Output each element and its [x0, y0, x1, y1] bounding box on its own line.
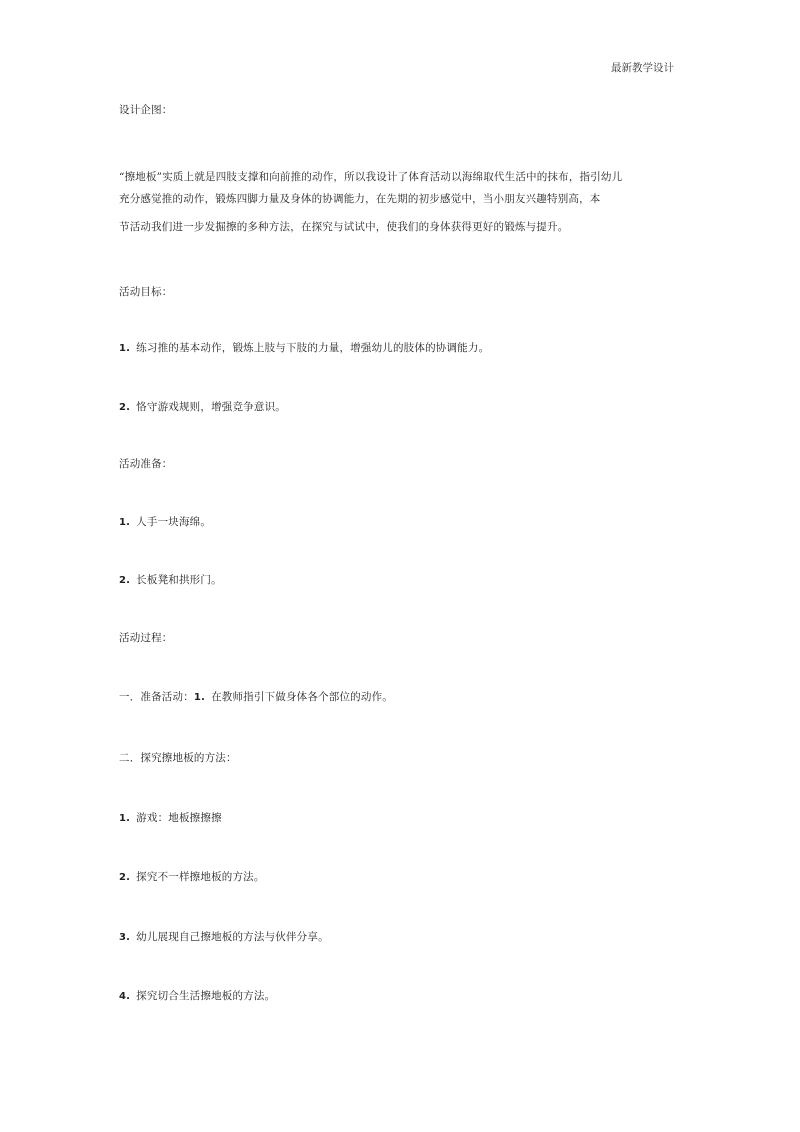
goal-number: 2. [119, 402, 131, 413]
process-number: 1. [119, 813, 131, 824]
process-item [119, 811, 222, 826]
process-text: 幼儿展现自己擦地板的方法与伙伴分享。 [136, 931, 329, 943]
intent-paragraph-line: 节活动我们进一步发掘擦的多种方法，在探究与试试中，使我们的身体获得更好的锻炼与提升。 [119, 221, 569, 233]
prep-number: 2. [119, 575, 131, 586]
process-number: 3. [119, 932, 131, 943]
prep-item [119, 515, 211, 530]
prep-item [119, 573, 222, 588]
goal-item [119, 400, 286, 415]
goal-number: 1. [119, 343, 131, 354]
process-step-1 [119, 690, 393, 705]
process-text: 探究切合生活擦地板的方法。 [136, 990, 276, 1002]
process-step-1-prefix: 一．准备活动： [119, 691, 194, 703]
process-item [119, 930, 329, 945]
process-item [119, 870, 265, 885]
prep-text: 人手一块海绵。 [136, 516, 212, 528]
process-item [119, 989, 275, 1004]
goals-heading: 活动目标： [119, 286, 173, 298]
process-number: 4. [119, 991, 131, 1002]
intent-paragraph-line: “擦地板”实质上就是四肢支撑和向前推的动作，所以我设计了体育活动以海绵取代生活中的抹布，指引幼儿 [119, 171, 623, 183]
process-text: 游戏：地板擦擦擦 [136, 812, 222, 824]
intent-heading: 设计企图： [119, 104, 173, 116]
goal-text: 恪守游戏规则，增强竞争意识。 [136, 401, 286, 413]
prep-number: 1. [119, 517, 131, 528]
process-step-1-number: 1. [193, 692, 206, 703]
process-text: 探究不一样擦地板的方法。 [136, 871, 265, 883]
page-header: 最新教学设计 [611, 62, 674, 74]
goal-item [119, 341, 489, 356]
intent-paragraph-line: 充分感觉推的动作，锻炼四脚力量及身体的协调能力，在先期的初步感觉中，当小朋友兴趣特别高，本 [119, 193, 601, 205]
goal-text: 练习推的基本动作，锻炼上肢与下肢的力量，增强幼儿的肢体的协调能力。 [136, 342, 490, 354]
process-heading: 活动过程： [119, 632, 173, 644]
process-step-2: 二．探究擦地板的方法： [119, 752, 237, 764]
prep-text: 长板凳和拱形门。 [136, 574, 222, 586]
prep-heading: 活动准备： [119, 458, 173, 470]
process-number: 2. [119, 872, 131, 883]
process-step-1-text: 在教师指引下做身体各个部位的动作。 [211, 691, 393, 703]
